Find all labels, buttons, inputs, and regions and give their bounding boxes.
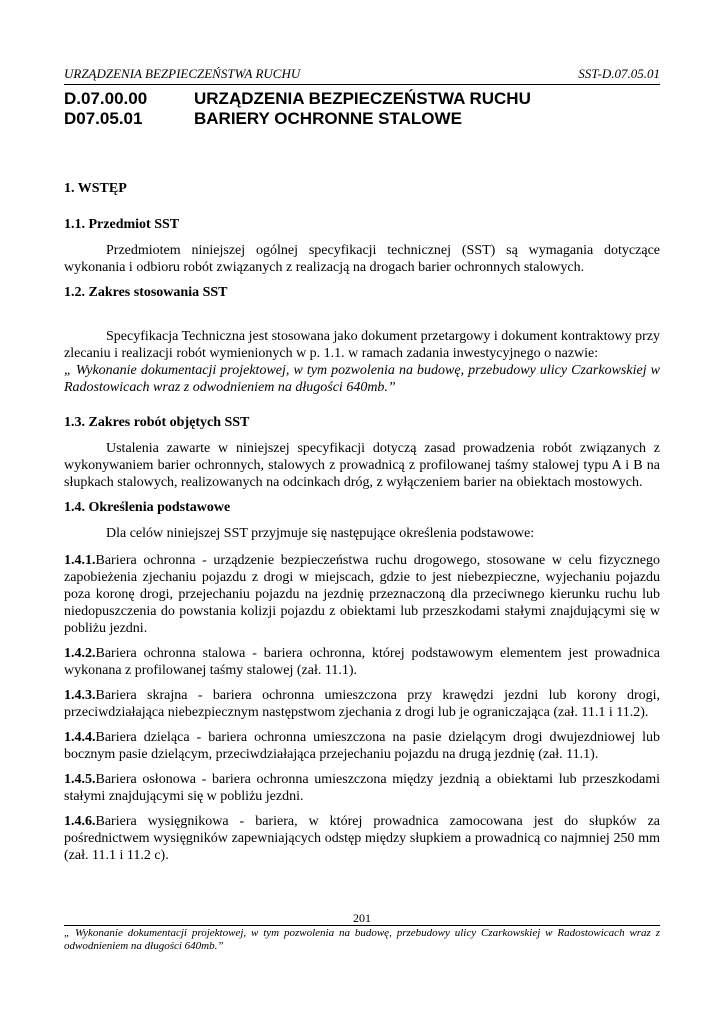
section-heading: 1. WSTĘP — [64, 181, 127, 196]
subsection-heading: 1.4. Określenia podstawowe — [64, 500, 231, 515]
definition-number: 1.4.4. — [64, 730, 96, 745]
definition-text: Bariera osłonowa - bariera ochronna umieszczona między jezdnią a obiektami lub przeszkodami stałymi znajdującymi się w pobliżu jezdni. — [64, 772, 660, 804]
subsection-heading: 1.2. Zakres stosowania SST — [64, 285, 228, 300]
subsection-heading: 1.3. Zakres robót objętych SST — [64, 415, 250, 430]
subsection-heading: 1.1. Przedmiot SST — [64, 217, 180, 232]
doc-code: D07.05.01 — [64, 109, 143, 128]
definition-text: Bariera ochronna stalowa - bariera ochronna, której podstawowym elementem jest prowadnica wykonana z profilowanej taśmy stalowej (zał. 11.1). — [64, 646, 660, 678]
document-page — [64, 0, 660, 1024]
doc-title: URZĄDZENIA BEZPIECZEŃSTWA RUCHU — [194, 89, 531, 108]
footer-rule — [64, 925, 660, 926]
definition-text: Bariera ochronna - urządzenie bezpieczeństwa ruchu drogowego, stosowane w celu fizycznego zapobieżenia zjechaniu pojazdu z drogi w miejscach, gdzie to jest niebezpieczne, wyjechaniu pojazdu poza koronę drogi, przejechaniu pojazdu na jezdnię przeznaczoną dla przeciwnego kierunku ruchu lub niedopuszczenia do powstania kolizji pojazdu z obiektami lub przeszkodami stałymi znajdującymi się w pobliżu jezdni. — [64, 553, 660, 636]
footer-text: „ Wykonanie dokumentacji projektowej, w tym pozwolenia na budowę, przebudowy ulicy Czarkowskiej w Radostowicach wraz z odwodnieniem na długości 640mb.” — [64, 927, 660, 952]
paragraph: Dla celów niniejszej SST przyjmuje się następujące określenia podstawowe: — [106, 526, 535, 541]
definition-number: 1.4.5. — [64, 772, 96, 787]
running-header — [64, 66, 660, 82]
paragraph: Specyfikacja Techniczna jest stosowana jako dokument przetargowy i dokument kontraktowy przy zlecaniu i realizacji robót wymienionych w p. 1.1. w ramach zadania inwestycyjnego o nazwie: — [64, 329, 660, 361]
doc-title-row-1 — [64, 88, 660, 110]
running-header-right: SST-D.07.05.01 — [578, 66, 660, 81]
definition-item — [64, 645, 660, 679]
definition-number: 1.4.1. — [64, 553, 96, 568]
doc-code: D.07.00.00 — [64, 89, 148, 108]
running-header-left: URZĄDZENIA BEZPIECZEŃSTWA RUCHU — [64, 66, 301, 81]
definition-number: 1.4.3. — [64, 688, 96, 703]
definition-item — [64, 729, 660, 763]
page-number: 201 — [353, 911, 371, 925]
doc-title: BARIERY OCHRONNE STALOWE — [194, 109, 462, 128]
definition-item — [64, 771, 660, 805]
definition-text: Bariera dzieląca - bariera ochronna umieszczona na pasie dzielącym drogi dwujezdniowej lub bocznym pasie dzielącym, przeciwdziałająca przejechaniu pojazdu na drugą jezdnię (zał. 11.1). — [64, 730, 660, 762]
definition-number: 1.4.6. — [64, 814, 96, 829]
paragraph: Przedmiotem niniejszej ogólnej specyfikacji technicznej (SST) są wymagania dotyczące wykonania i odbioru robót związanych z realizacją na drogach barier ochronnych stalowych. — [64, 243, 660, 275]
header-rule — [64, 84, 660, 85]
definition-number: 1.4.2. — [64, 646, 96, 661]
paragraph: Ustalenia zawarte w niniejszej specyfikacji dotyczą zasad prowadzenia robót związanych z wykonywaniem barier ochronnych, stalowych z prowadnicą z profilowanej taśmy stalowej typu A i B na słupkach stalowych, realizowanych na odcinkach dróg, z wyłączeniem barier na obiektach mostowych. — [64, 441, 660, 490]
quoted-project-name: „ Wykonanie dokumentacji projektowej, w tym pozwolenia na budowę, przebudowy ulicy Czarkowskiej w Radostowicach wraz z odwodnieniem na długości 640mb.” — [64, 363, 660, 395]
document-body — [64, 180, 660, 872]
definition-item — [64, 552, 660, 637]
definition-text: Bariera skrajna - bariera ochronna umieszczona przy krawędzi jezdni lub korony drogi, przeciwdziałająca niebezpiecznym następstwom zjechania z drogi lub je ograniczająca (zał. 11.1 i 11.2). — [64, 688, 660, 720]
definition-text: Bariera wysięgnikowa - bariera, w której prowadnica zamocowana jest do słupków za pośrednictwem wysięgników zapewniających odstęp między słupkiem a prowadnicą co najmniej 250 mm (zał. 11.1 i 11.2 c). — [64, 814, 660, 863]
definition-item — [64, 813, 660, 864]
doc-title-row-2 — [64, 108, 660, 130]
definition-item — [64, 687, 660, 721]
